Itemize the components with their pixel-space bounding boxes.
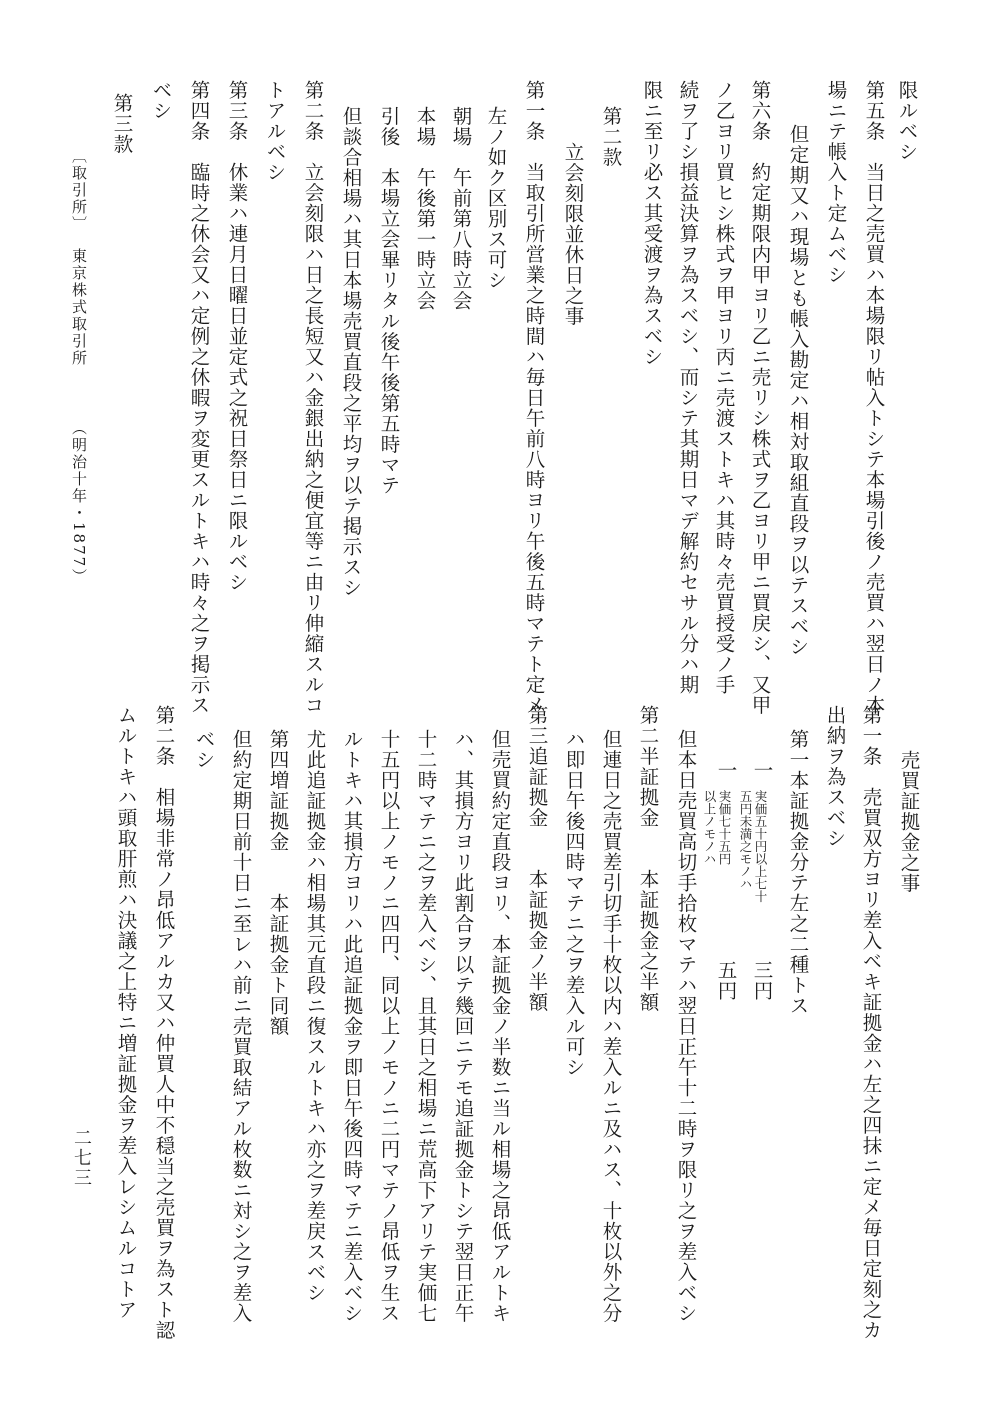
running-header-title: 東京株式取引所	[70, 248, 88, 367]
text-column: ムルトキハ頭取肝煎ハ決議之上特ニ増証拠金ヲ差入レシムルコトア	[114, 705, 138, 1320]
text-column: 但本日売買高切手拾枚マテハ翌日正午十二時ヲ限リ之ヲ差入ベシ	[674, 729, 698, 1324]
tier-mark: 一	[750, 760, 774, 781]
section-title: 立会刻限並休日之事	[561, 142, 585, 327]
section-heading: 第三款	[110, 93, 134, 155]
text-column: ハ即日午後四時マテニ之ヲ差入ル可シ	[562, 729, 586, 1078]
tier-mark: 一	[714, 760, 738, 781]
text-column: 第一条 売買双方ヨリ差入ベキ証拠金ハ左之四抹ニ定メ毎日定刻之カ	[859, 705, 883, 1341]
text-column: 但売買約定直段ヨリ、本証拠金ノ半数ニ当ル相場之昂低アルトキ	[488, 729, 512, 1324]
text-column: ベシ	[192, 729, 216, 770]
text-column: 第二条 立会刻限ハ日之長短又ハ金銀出納之便宜等ニ由リ伸縮スルコ	[301, 80, 325, 716]
running-header-source: 〔取引所〕	[70, 148, 88, 233]
tier-amount: 五円	[714, 960, 738, 1001]
text-column: 第二条 相場非常ノ昂低アルカ又ハ仲買人中不穏当之売買ヲ為スト認	[152, 705, 176, 1341]
text-column: 十五円以上ノモノニ四円、同以上ノモノニ二円マテノ昂低ヲ生ス	[377, 729, 401, 1324]
text-column: 第三追証拠金 本証拠金ノ半額	[525, 705, 549, 1013]
section-heading: 第二款	[599, 106, 623, 168]
text-column: ノ乙ヨリ買ヒシ株式ヲ甲ヨリ丙ニ売渡ストキハ其時々売買授受ノ手	[712, 80, 736, 695]
text-column: 左ノ如ク区別ス可シ	[484, 106, 508, 291]
tier-condition-line: 実価五十円以上七十	[753, 790, 768, 903]
text-column: 但連日之売買差引切手十枚以内ハ差入ルニ及ハス、十枚以外之分	[599, 729, 623, 1324]
tier-condition-line: 実価七十五円	[717, 790, 732, 865]
text-column: 第五条 当日之売買ハ本場限リ帖入トシテ本場引後ノ売買ハ翌日ノ本	[862, 80, 886, 716]
text-column: 十二時マテニ之ヲ差入ベシ、且其日之相場ニ荒高下アリテ実価七	[414, 729, 438, 1324]
tier-condition	[702, 790, 732, 865]
text-column: 第四増証拠金 本証拠金ト同額	[266, 729, 290, 1037]
text-column: 但約定期日前十日ニ至レハ前ニ売買取結アル枚数ニ対シ之ヲ差入	[229, 729, 253, 1324]
text-column: 第六条 約定期限内甲ヨリ乙ニ売リシ株式ヲ乙ヨリ甲ニ買戻シ、又甲	[748, 80, 772, 716]
text-column: 本場 午後第一時立会	[413, 106, 437, 311]
page-number: 二七三	[71, 1128, 92, 1188]
text-column: 限ニ至リ必ス其受渡ヲ為スベシ	[640, 80, 664, 367]
text-column: 引後 本場立会畢リタル後午後第五時マテ	[377, 106, 401, 496]
tier-condition	[738, 790, 768, 903]
tier-condition-line: 以上ノモノハ	[702, 790, 717, 865]
tier-condition-line: 五円未満之モノハ	[738, 790, 753, 890]
section-title: 売買証拠金之事	[897, 750, 921, 894]
text-column: 第四条 臨時之休会又ハ定例之休暇ヲ変更スルトキハ時々之ヲ掲示ス	[187, 80, 211, 716]
text-column: トアルベシ	[263, 80, 287, 183]
text-column: 続ヲ了シ損益決算ヲ為スベシ、而シテ其期日マデ解約セサル分ハ期	[676, 80, 700, 695]
text-column: 第一条 当取引所営業之時間ハ毎日午前八時ヨリ午後五時マテト定メ	[522, 80, 546, 716]
text-column: ハ、其損方ヨリ此割合ヲ以テ幾回ニテモ追証拠金トシテ翌日正午	[451, 729, 475, 1324]
text-column: 尤此追証拠金ハ相場其元直段ニ復スルトキハ亦之ヲ差戻スベシ	[303, 729, 327, 1303]
text-column: 朝場 午前第八時立会	[449, 106, 473, 311]
tier-amount: 三円	[750, 960, 774, 1001]
running-header-date: （明治十年・1877）	[70, 420, 88, 586]
text-column: 但定期又ハ現場とも帳入勘定ハ相対取組直段ヲ以テスベシ	[786, 124, 810, 657]
text-column: ベシ	[149, 80, 173, 121]
text-column: 第一本証拠金分テ左之二種トス	[786, 729, 810, 1016]
text-column: 出納ヲ為スベシ	[823, 705, 847, 849]
text-column: 第三条 休業ハ連月日曜日並定式之祝日祭日ニ限ルベシ	[225, 80, 249, 593]
text-column: 第二半証拠金 本証拠金之半額	[636, 705, 660, 1013]
text-column: 場ニテ帳入ト定ムベシ	[824, 80, 848, 285]
text-column: ルトキハ其損方ヨリハ此追証拠金ヲ即日午後四時マテニ差入ベシ	[340, 729, 364, 1324]
text-column: 限ルベシ	[895, 80, 919, 162]
text-column: 但談合相場ハ其日本場売買直段之平均ヲ以テ掲示スシ	[339, 106, 363, 598]
